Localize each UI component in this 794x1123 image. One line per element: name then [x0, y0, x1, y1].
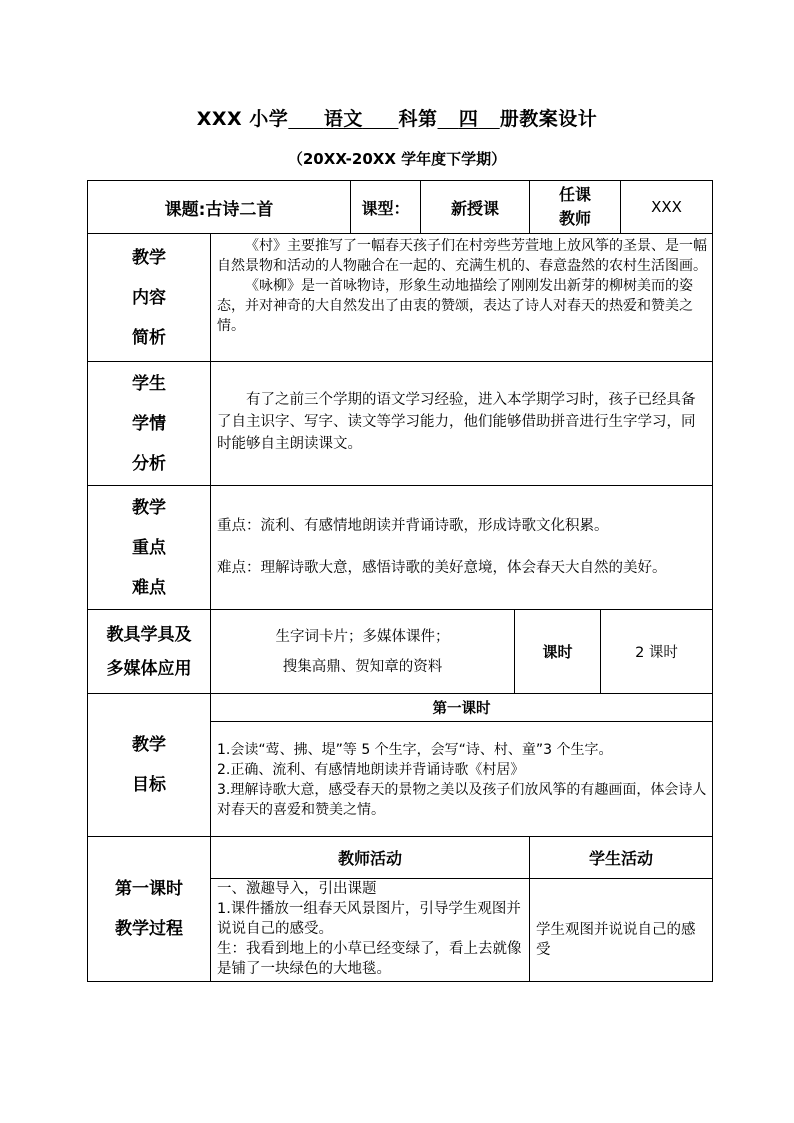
goal-item: 1.会读“莺、拂、堤”等 5 个生字，会写“诗、村、童”3 个生字。 [217, 742, 613, 758]
lesson-title: 第一课时 [432, 701, 491, 717]
teacher-activity-header: 教师活动 [337, 849, 402, 868]
teacher-label-2: 教师 [558, 209, 591, 228]
subject: 语文 [323, 108, 363, 130]
school-name: XXX 小学 [196, 108, 289, 130]
teacher-activity [217, 879, 525, 979]
label-line: 教学 [132, 497, 166, 518]
label-line: 学情 [132, 413, 166, 434]
goals-list [217, 740, 709, 820]
student-activity-header: 学生活动 [588, 849, 653, 868]
teacher-value: XXX [651, 198, 682, 216]
goal-item: 3.理解诗歌大意，感受春天的景物之美以及孩子们放风筝的有趣画面，体会诗人对春天的喜爱和赞美之情。 [217, 782, 707, 818]
page-title [0, 104, 794, 131]
content-para-2: 《咏柳》是一首咏物诗，形象生动地描绘了刚刚发出新芽的柳树美而的姿态，并对神奇的大自然发出了由衷的赞颂，表达了诗人对春天的热爱和赞美之情。 [217, 278, 693, 334]
tools-label [88, 610, 210, 693]
teacher-line: 一、激趣导入，引出课题 [217, 881, 377, 897]
label-line: 教学过程 [115, 919, 183, 939]
hours-label: 课时 [542, 643, 573, 661]
process-label [88, 837, 210, 981]
content-text [217, 236, 707, 336]
goal-item: 2.正确、流利、有感情地朗读并背诵诗歌《村居》 [217, 762, 525, 778]
label-line: 目标 [132, 775, 166, 795]
tools-line-1: 生字词卡片；多媒体课件； [275, 628, 450, 645]
label-line: 第一课时 [115, 879, 183, 899]
students-text: 有了之前三个学期的语文学习经验，进入本学期学习时，孩子已经具备了自主识字、写字、读文等学习能力，他们能够借助拼音进行生字学习，同时能够自主朗读课文。 [217, 392, 696, 452]
label-line: 重点 [132, 537, 166, 558]
goals-label [88, 694, 210, 836]
hours-value: 2 课时 [635, 645, 678, 661]
label-line: 内容 [132, 287, 166, 308]
title-tail: 册教案设计 [499, 108, 598, 130]
tools-text [211, 610, 514, 693]
teacher-line: 1.课件播放一组春天风景图片，引导学生观图并说说自己的感受。 [217, 901, 521, 937]
volume: 四 [458, 108, 479, 130]
teacher-label-1: 任课 [558, 185, 591, 204]
subject-blank [288, 104, 398, 131]
label-line: 学生 [132, 373, 166, 394]
content-para-1: 《村》主要推写了一幅春天孩子们在村旁些芳萱地上放风筝的圣景、是一幅自然景物和活动的人物融合在一起的、充满生机的、春意盎然的农村生活图画。 [217, 238, 707, 274]
tools-line-2: 搜集高鼎、贺知章的资料 [282, 658, 443, 675]
type-label: 课型： [361, 198, 410, 218]
key-point: 重点：流利、有感情地朗读并背诵诗歌，形成诗歌文化积累。 [217, 518, 609, 534]
teacher-label [530, 181, 620, 233]
difficult-point: 难点：理解诗歌大意，感悟诗歌的美好意境，体会春天大自然的美好。 [217, 560, 667, 576]
title-mid: 科第 [398, 108, 438, 130]
label-line: 分析 [132, 453, 166, 474]
content-label [88, 234, 210, 361]
student-activity: 学生观图并说说自己的感受 [536, 922, 696, 958]
course-title: 课题:古诗二首 [164, 199, 274, 220]
label-line: 多媒体应用 [106, 658, 192, 679]
keypoints-label [88, 486, 210, 609]
label-line: 教学 [132, 735, 166, 755]
label-line: 简析 [132, 327, 166, 348]
label-line: 难点 [132, 577, 166, 598]
volume-blank [438, 104, 500, 131]
school-year: （20XX-20XX 学年度下学期） [287, 150, 507, 168]
type-value: 新授课 [450, 198, 499, 218]
teacher-line: 生：我看到地上的小草已经变绿了，看上去就像是铺了一块绿色的大地毯。 [217, 941, 522, 977]
students-label [88, 362, 210, 485]
label-line: 教具学具及 [106, 624, 192, 645]
label-line: 教学 [132, 247, 166, 268]
